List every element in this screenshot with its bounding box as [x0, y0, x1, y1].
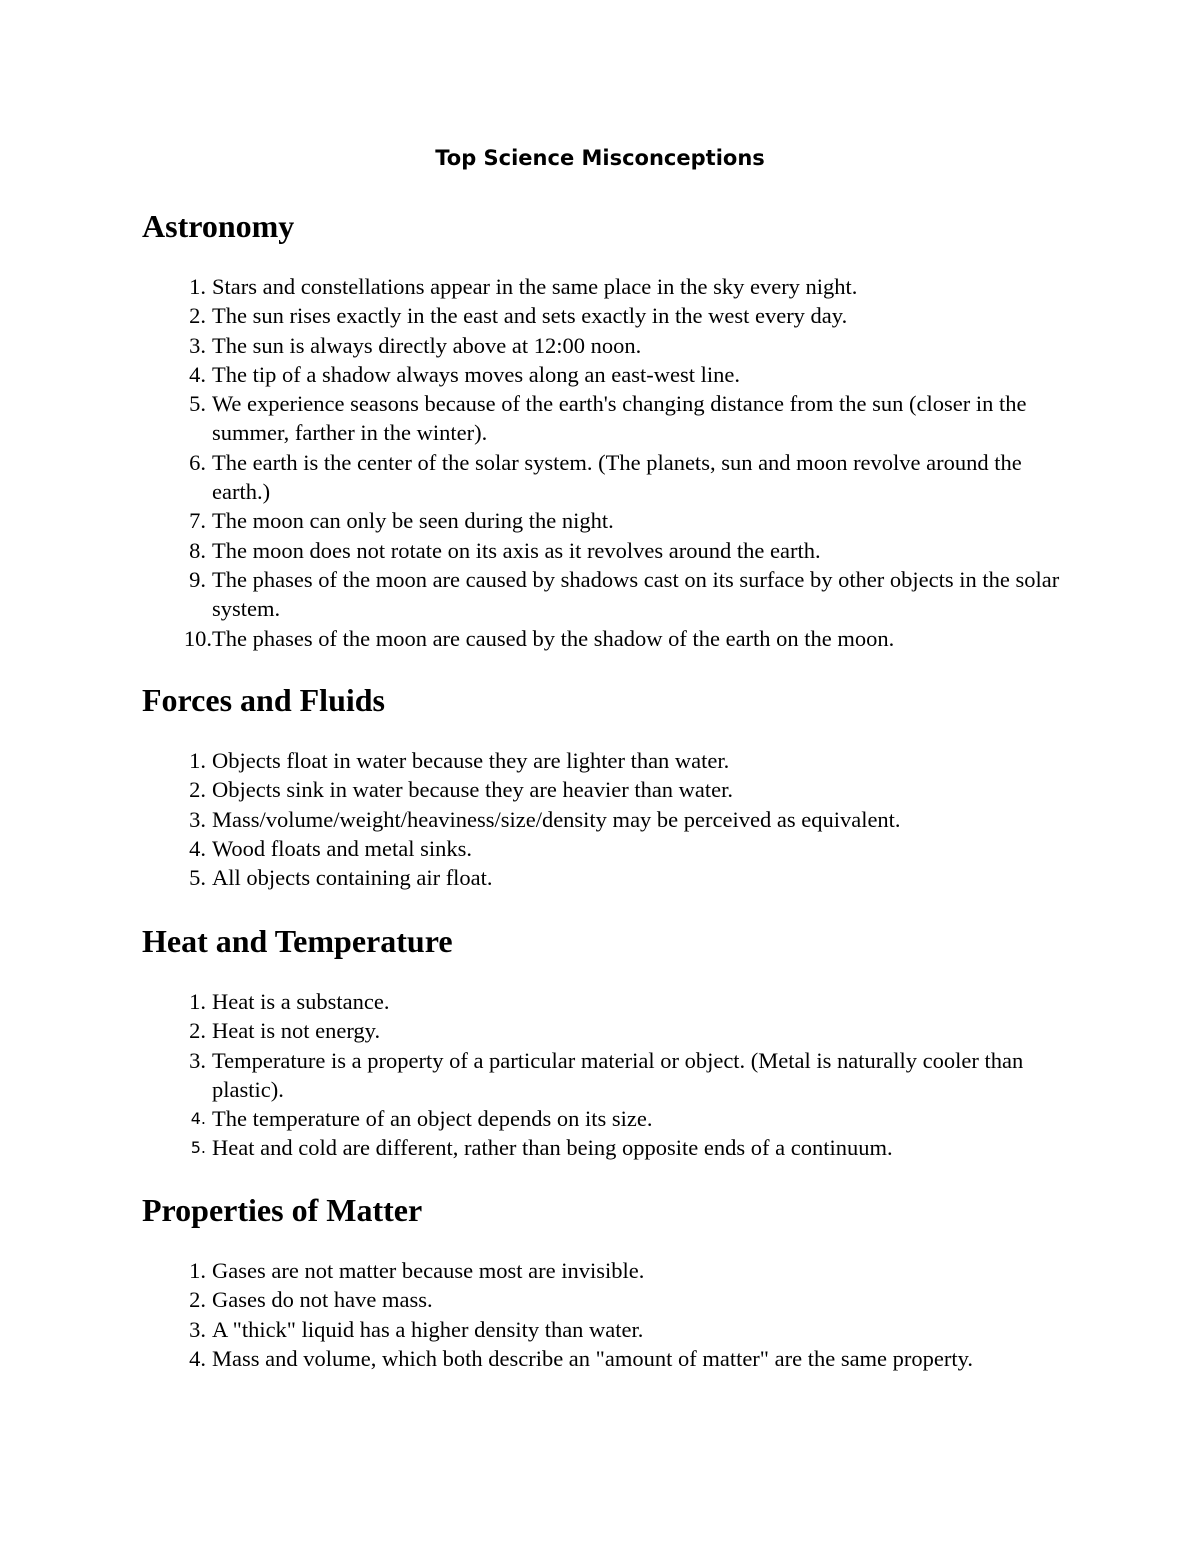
item-text: Mass and volume, which both describe an "amount of matter" are the same property. — [212, 1345, 974, 1371]
list-item — [142, 1133, 1062, 1162]
item-number: 9. — [189, 566, 206, 592]
item-number: 7. — [189, 508, 206, 534]
section-forces-and-fluids — [142, 680, 1062, 892]
section-properties-of-matter — [142, 1190, 1062, 1373]
list-item — [142, 506, 1062, 535]
item-text: The phases of the moon are caused by shadows cast on its surface by other objects in the solar system. — [212, 566, 1060, 622]
misconception-list — [142, 272, 1062, 653]
item-text: A "thick" liquid has a higher density than water. — [212, 1316, 644, 1342]
list-item — [142, 1046, 1062, 1105]
item-text: The moon can only be seen during the night. — [212, 508, 614, 534]
list-item — [142, 536, 1062, 565]
section-heat-and-temperature — [142, 921, 1062, 1163]
item-text: The temperature of an object depends on its size. — [212, 1106, 653, 1132]
list-item — [142, 448, 1062, 507]
item-text: The earth is the center of the solar system. (The planets, sun and moon revolve around the earth.) — [212, 449, 1022, 505]
item-number: 2. — [189, 1018, 206, 1044]
misconception-list — [142, 987, 1062, 1163]
item-text: The tip of a shadow always moves along an east-west line. — [212, 361, 740, 387]
list-item — [142, 389, 1062, 448]
item-text: Gases are not matter because most are invisible. — [212, 1258, 645, 1283]
list-item — [142, 834, 1062, 863]
item-number: 2. — [189, 1287, 206, 1313]
item-number: 1. — [189, 1258, 206, 1283]
item-number: 6. — [189, 449, 206, 475]
list-item — [142, 1315, 1062, 1344]
item-text: Wood floats and metal sinks. — [212, 835, 473, 861]
item-text: The phases of the moon are caused by the shadow of the earth on the moon. — [212, 625, 895, 651]
document-title: Top Science Misconceptions — [435, 146, 765, 170]
item-number: 3. — [189, 1047, 206, 1073]
section-heading: Forces and Fluids — [142, 682, 385, 718]
section-astronomy — [142, 206, 1062, 653]
list-item — [142, 805, 1062, 834]
item-text: Heat is not energy. — [212, 1018, 381, 1044]
list-item — [142, 1104, 1062, 1133]
item-number: 8. — [189, 537, 206, 563]
list-item — [142, 272, 1062, 301]
item-number: 3. — [189, 806, 206, 832]
item-text: Heat is a substance. — [212, 989, 390, 1014]
list-item — [142, 1016, 1062, 1045]
item-text: Objects sink in water because they are heavier than water. — [212, 777, 734, 803]
section-heading: Heat and Temperature — [142, 923, 453, 959]
section-heading: Astronomy — [142, 208, 295, 244]
item-text: Temperature is a property of a particular material or object. (Metal is naturally cooler than plastic). — [212, 1047, 1024, 1102]
list-item — [142, 331, 1062, 360]
item-number: 10. — [183, 625, 212, 651]
item-number: 4. — [189, 835, 206, 861]
list-item — [142, 987, 1062, 1016]
item-number: 2. — [189, 303, 206, 329]
item-number: 1. — [189, 274, 206, 299]
item-text: The sun is always directly above at 12:00 noon. — [212, 332, 642, 358]
item-number: 5. — [189, 865, 206, 891]
item-text: We experience seasons because of the earth's changing distance from the sun (closer in the summer, farther in the winter). — [212, 391, 1027, 446]
item-text: The moon does not rotate on its axis as it revolves around the earth. — [212, 537, 821, 563]
item-number: 4. — [190, 1109, 206, 1129]
item-text: Mass/volume/weight/heaviness/size/density may be perceived as equivalent. — [212, 806, 901, 832]
item-text: Gases do not have mass. — [212, 1287, 433, 1313]
item-number: 1. — [189, 989, 206, 1014]
item-number: 3. — [189, 332, 206, 358]
list-item — [142, 775, 1062, 804]
item-number: 4. — [189, 361, 206, 387]
item-text: All objects containing air float. — [212, 865, 493, 891]
list-item — [142, 565, 1062, 624]
list-item — [142, 301, 1062, 330]
item-number: 5. — [190, 1138, 206, 1158]
list-item — [142, 624, 1062, 653]
item-number: 1. — [189, 748, 206, 773]
item-number: 3. — [189, 1316, 206, 1342]
misconception-list — [142, 746, 1062, 892]
list-item — [142, 1256, 1062, 1285]
item-number: 4. — [189, 1345, 206, 1371]
list-item — [142, 746, 1062, 775]
item-text: Heat and cold are different, rather than being opposite ends of a continuum. — [212, 1135, 893, 1161]
misconception-list — [142, 1256, 1062, 1373]
section-heading: Properties of Matter — [142, 1192, 423, 1228]
item-text: Stars and constellations appear in the same place in the sky every night. — [212, 274, 858, 299]
item-number: 5. — [189, 391, 206, 417]
item-text: Objects float in water because they are lighter than water. — [212, 748, 730, 773]
item-text: The sun rises exactly in the east and sets exactly in the west every day. — [212, 303, 848, 329]
list-item — [142, 1344, 1062, 1373]
list-item — [142, 360, 1062, 389]
list-item — [142, 1285, 1062, 1314]
item-number: 2. — [189, 777, 206, 803]
list-item — [142, 863, 1062, 892]
